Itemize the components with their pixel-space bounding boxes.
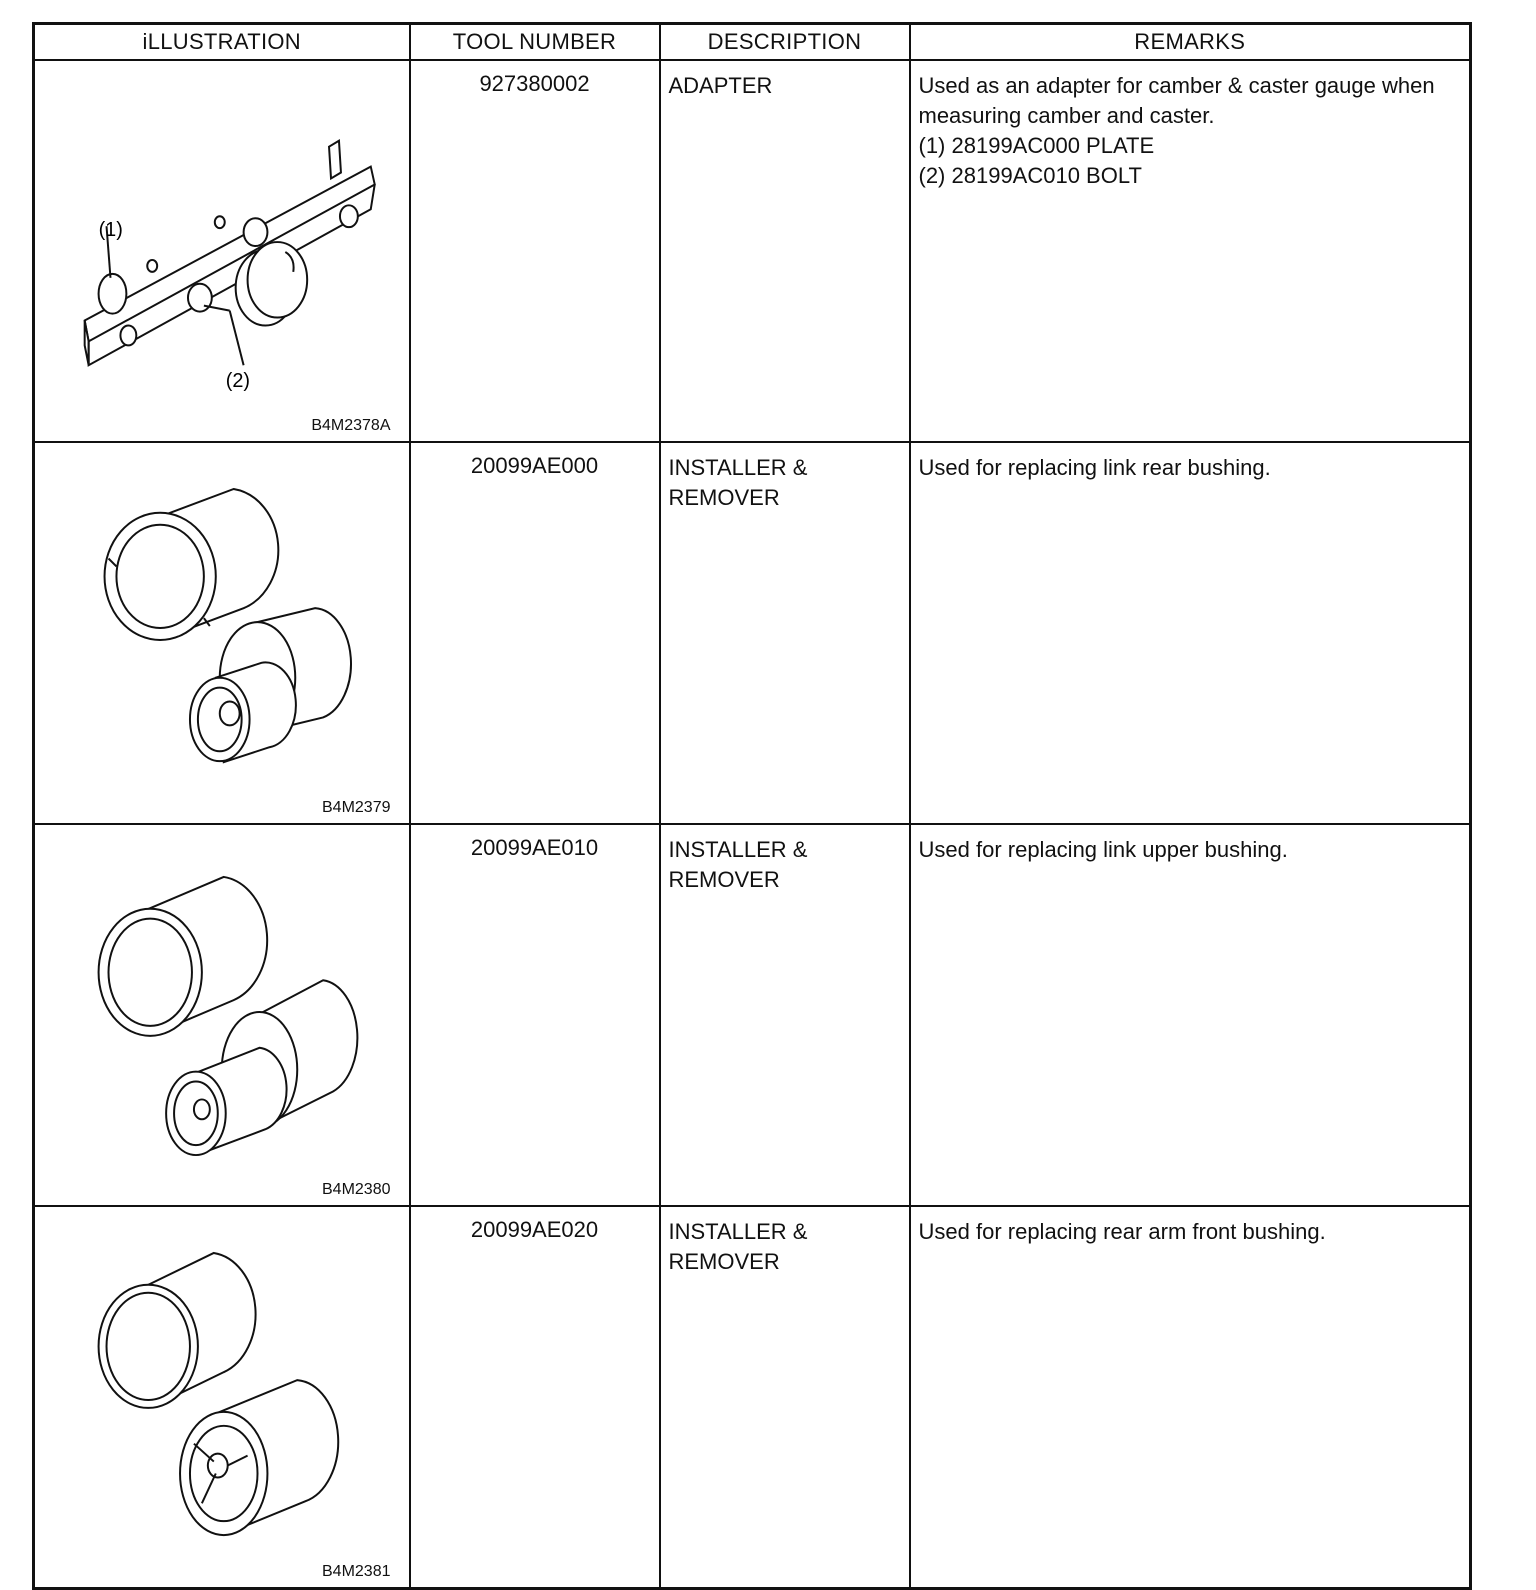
callout-1: (1) bbox=[98, 219, 123, 242]
bushing-tool-illustration bbox=[35, 1207, 409, 1587]
special-tools-table bbox=[32, 22, 1472, 1590]
illustration-cell bbox=[34, 442, 410, 824]
remarks-line: Used for replacing link rear bushing. bbox=[918, 455, 1271, 480]
bushing-tool-illustration bbox=[35, 443, 409, 823]
description bbox=[660, 824, 910, 1206]
remarks-line: (1) 28199AC000 PLATE bbox=[918, 133, 1155, 158]
illustration-cell bbox=[34, 60, 410, 442]
description-line: INSTALLER & bbox=[668, 837, 808, 862]
remarks-line: Used as an adapter for camber & caster gauge when measuring camber and caster. bbox=[918, 73, 1435, 128]
tool-number: 927380002 bbox=[410, 60, 660, 442]
remarks bbox=[910, 442, 1471, 824]
tool-number: 20099AE010 bbox=[410, 824, 660, 1206]
description-line: REMOVER bbox=[668, 1249, 780, 1274]
callout-2: (2) bbox=[225, 370, 251, 393]
description bbox=[660, 1206, 910, 1589]
table-row bbox=[34, 60, 1471, 442]
description-line: REMOVER bbox=[668, 867, 780, 892]
header-row bbox=[34, 24, 1471, 61]
remarks bbox=[910, 60, 1471, 442]
tool-number: 20099AE020 bbox=[410, 1206, 660, 1589]
header-remarks: REMARKS bbox=[910, 24, 1471, 61]
table-row bbox=[34, 1206, 1471, 1589]
adapter-plate-illustration bbox=[35, 61, 409, 441]
figure-code: B4M2378A bbox=[311, 417, 391, 434]
table-row bbox=[34, 442, 1471, 824]
tool-number: 20099AE000 bbox=[410, 442, 660, 824]
remarks-line: (2) 28199AC010 BOLT bbox=[918, 163, 1142, 188]
header-illustration: iLLUSTRATION bbox=[34, 24, 410, 61]
remarks bbox=[910, 824, 1471, 1206]
description-line: INSTALLER & bbox=[668, 1219, 808, 1244]
description: ADAPTER bbox=[660, 60, 910, 442]
figure-code: B4M2379 bbox=[322, 799, 391, 816]
remarks bbox=[910, 1206, 1471, 1589]
description-line: INSTALLER & bbox=[668, 455, 808, 480]
figure-code: B4M2381 bbox=[322, 1563, 391, 1580]
illustration-cell bbox=[34, 824, 410, 1206]
header-tool-number: TOOL NUMBER bbox=[410, 24, 660, 61]
bushing-tool-illustration bbox=[35, 825, 409, 1205]
figure-code: B4M2380 bbox=[322, 1181, 391, 1198]
header-description: DESCRIPTION bbox=[660, 24, 910, 61]
description bbox=[660, 442, 910, 824]
remarks-line: Used for replacing rear arm front bushing. bbox=[918, 1219, 1326, 1244]
description-line: REMOVER bbox=[668, 485, 780, 510]
illustration-cell bbox=[34, 1206, 410, 1589]
remarks-line: Used for replacing link upper bushing. bbox=[918, 837, 1288, 862]
table-row bbox=[34, 824, 1471, 1206]
